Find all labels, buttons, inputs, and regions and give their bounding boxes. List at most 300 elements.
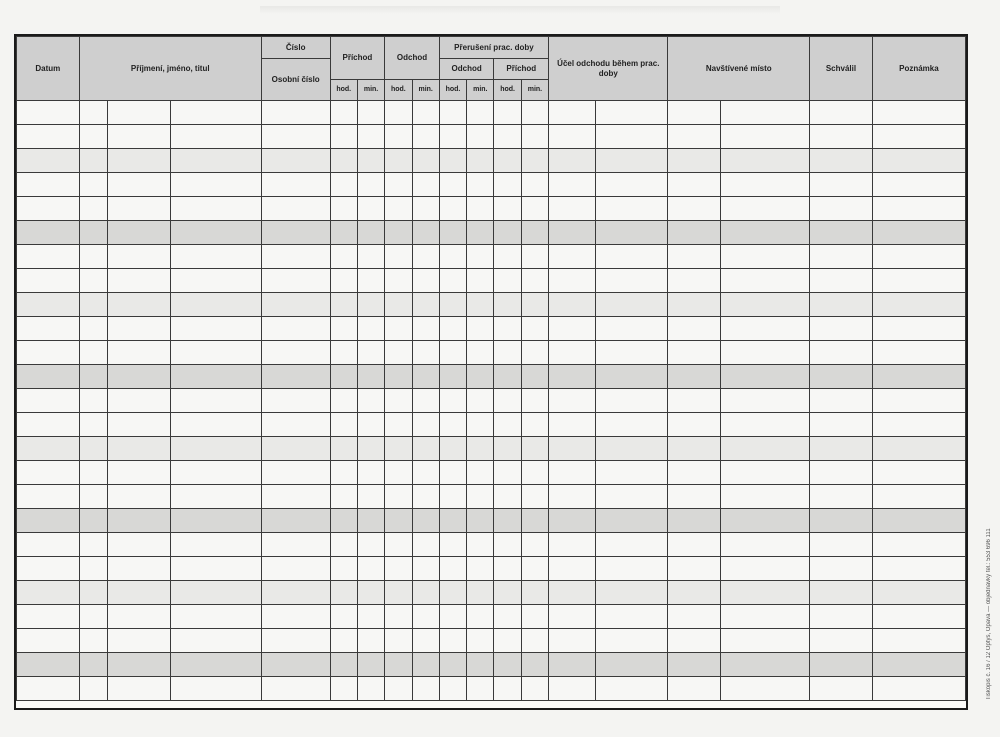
table-cell[interactable] xyxy=(521,485,548,509)
table-cell[interactable] xyxy=(170,605,261,629)
table-cell[interactable] xyxy=(412,341,439,365)
table-cell[interactable] xyxy=(385,221,412,245)
table-cell[interactable] xyxy=(810,245,873,269)
table-cell[interactable] xyxy=(494,365,521,389)
table-cell[interactable] xyxy=(439,221,466,245)
table-cell[interactable] xyxy=(439,125,466,149)
table-cell[interactable] xyxy=(668,245,721,269)
table-cell[interactable] xyxy=(549,197,596,221)
table-cell[interactable] xyxy=(170,317,261,341)
table-cell[interactable] xyxy=(872,509,965,533)
table-cell[interactable] xyxy=(721,509,810,533)
table-cell[interactable] xyxy=(872,653,965,677)
table-cell[interactable] xyxy=(385,437,412,461)
table-cell[interactable] xyxy=(79,533,107,557)
table-cell[interactable] xyxy=(872,605,965,629)
table-cell[interactable] xyxy=(385,125,412,149)
table-cell[interactable] xyxy=(521,317,548,341)
table-cell[interactable] xyxy=(357,101,384,125)
table-cell[interactable] xyxy=(170,197,261,221)
table-cell[interactable] xyxy=(170,581,261,605)
table-cell[interactable] xyxy=(721,653,810,677)
table-cell[interactable] xyxy=(549,437,596,461)
table-cell[interactable] xyxy=(810,149,873,173)
table-cell[interactable] xyxy=(549,533,596,557)
table-cell[interactable] xyxy=(810,173,873,197)
table-cell[interactable] xyxy=(549,557,596,581)
table-cell[interactable] xyxy=(412,581,439,605)
table-cell[interactable] xyxy=(412,221,439,245)
table-cell[interactable] xyxy=(79,197,107,221)
table-cell[interactable] xyxy=(549,509,596,533)
table-cell[interactable] xyxy=(108,581,171,605)
table-cell[interactable] xyxy=(357,653,384,677)
table-cell[interactable] xyxy=(357,581,384,605)
table-cell[interactable] xyxy=(668,173,721,197)
table-cell[interactable] xyxy=(261,389,330,413)
table-cell[interactable] xyxy=(17,677,80,701)
table-cell[interactable] xyxy=(17,653,80,677)
table-cell[interactable] xyxy=(549,677,596,701)
table-cell[interactable] xyxy=(79,389,107,413)
table-cell[interactable] xyxy=(810,509,873,533)
table-cell[interactable] xyxy=(810,629,873,653)
table-cell[interactable] xyxy=(721,629,810,653)
table-cell[interactable] xyxy=(170,293,261,317)
table-cell[interactable] xyxy=(330,197,357,221)
table-cell[interactable] xyxy=(261,245,330,269)
table-cell[interactable] xyxy=(385,653,412,677)
table-cell[interactable] xyxy=(595,461,668,485)
table-cell[interactable] xyxy=(261,149,330,173)
table-cell[interactable] xyxy=(17,317,80,341)
table-cell[interactable] xyxy=(494,485,521,509)
table-cell[interactable] xyxy=(17,437,80,461)
table-cell[interactable] xyxy=(261,509,330,533)
table-cell[interactable] xyxy=(467,509,494,533)
table-cell[interactable] xyxy=(357,413,384,437)
table-cell[interactable] xyxy=(17,461,80,485)
table-cell[interactable] xyxy=(17,149,80,173)
table-cell[interactable] xyxy=(549,221,596,245)
table-cell[interactable] xyxy=(261,413,330,437)
table-cell[interactable] xyxy=(721,557,810,581)
table-cell[interactable] xyxy=(330,389,357,413)
table-cell[interactable] xyxy=(595,557,668,581)
table-cell[interactable] xyxy=(668,557,721,581)
table-cell[interactable] xyxy=(170,653,261,677)
table-cell[interactable] xyxy=(17,197,80,221)
table-cell[interactable] xyxy=(467,581,494,605)
table-cell[interactable] xyxy=(872,125,965,149)
table-cell[interactable] xyxy=(494,269,521,293)
table-cell[interactable] xyxy=(79,413,107,437)
table-cell[interactable] xyxy=(439,581,466,605)
table-cell[interactable] xyxy=(17,629,80,653)
table-cell[interactable] xyxy=(17,365,80,389)
table-cell[interactable] xyxy=(721,101,810,125)
table-cell[interactable] xyxy=(872,485,965,509)
table-cell[interactable] xyxy=(668,197,721,221)
table-cell[interactable] xyxy=(721,581,810,605)
table-cell[interactable] xyxy=(872,221,965,245)
table-cell[interactable] xyxy=(721,293,810,317)
table-cell[interactable] xyxy=(261,197,330,221)
table-cell[interactable] xyxy=(412,413,439,437)
table-cell[interactable] xyxy=(170,485,261,509)
table-cell[interactable] xyxy=(595,221,668,245)
table-cell[interactable] xyxy=(595,365,668,389)
table-cell[interactable] xyxy=(330,269,357,293)
table-cell[interactable] xyxy=(357,221,384,245)
table-cell[interactable] xyxy=(357,461,384,485)
table-cell[interactable] xyxy=(494,605,521,629)
table-cell[interactable] xyxy=(170,533,261,557)
table-cell[interactable] xyxy=(108,221,171,245)
table-cell[interactable] xyxy=(595,125,668,149)
table-cell[interactable] xyxy=(439,509,466,533)
table-cell[interactable] xyxy=(521,389,548,413)
table-cell[interactable] xyxy=(412,389,439,413)
table-cell[interactable] xyxy=(385,605,412,629)
table-cell[interactable] xyxy=(108,533,171,557)
table-cell[interactable] xyxy=(330,509,357,533)
table-cell[interactable] xyxy=(872,317,965,341)
table-cell[interactable] xyxy=(872,629,965,653)
table-cell[interactable] xyxy=(357,173,384,197)
table-cell[interactable] xyxy=(17,293,80,317)
table-cell[interactable] xyxy=(521,557,548,581)
table-cell[interactable] xyxy=(521,677,548,701)
table-cell[interactable] xyxy=(17,533,80,557)
table-cell[interactable] xyxy=(108,605,171,629)
table-cell[interactable] xyxy=(79,221,107,245)
table-cell[interactable] xyxy=(385,365,412,389)
table-cell[interactable] xyxy=(467,173,494,197)
table-cell[interactable] xyxy=(549,365,596,389)
table-cell[interactable] xyxy=(330,557,357,581)
table-cell[interactable] xyxy=(17,581,80,605)
table-cell[interactable] xyxy=(467,293,494,317)
table-cell[interactable] xyxy=(357,245,384,269)
table-cell[interactable] xyxy=(17,341,80,365)
table-cell[interactable] xyxy=(170,557,261,581)
table-cell[interactable] xyxy=(521,533,548,557)
table-cell[interactable] xyxy=(385,533,412,557)
table-cell[interactable] xyxy=(261,341,330,365)
table-cell[interactable] xyxy=(261,461,330,485)
table-cell[interactable] xyxy=(357,125,384,149)
table-cell[interactable] xyxy=(595,173,668,197)
table-cell[interactable] xyxy=(17,125,80,149)
table-cell[interactable] xyxy=(108,677,171,701)
table-cell[interactable] xyxy=(79,149,107,173)
table-cell[interactable] xyxy=(494,677,521,701)
table-cell[interactable] xyxy=(108,245,171,269)
table-cell[interactable] xyxy=(668,653,721,677)
table-cell[interactable] xyxy=(549,389,596,413)
table-cell[interactable] xyxy=(261,677,330,701)
table-cell[interactable] xyxy=(385,341,412,365)
table-cell[interactable] xyxy=(721,197,810,221)
table-cell[interactable] xyxy=(721,389,810,413)
table-cell[interactable] xyxy=(17,485,80,509)
table-cell[interactable] xyxy=(170,437,261,461)
table-cell[interactable] xyxy=(810,653,873,677)
table-cell[interactable] xyxy=(412,485,439,509)
table-cell[interactable] xyxy=(330,341,357,365)
table-cell[interactable] xyxy=(521,101,548,125)
table-cell[interactable] xyxy=(330,245,357,269)
table-cell[interactable] xyxy=(170,413,261,437)
table-cell[interactable] xyxy=(385,293,412,317)
table-cell[interactable] xyxy=(412,437,439,461)
table-cell[interactable] xyxy=(108,557,171,581)
table-cell[interactable] xyxy=(261,221,330,245)
table-cell[interactable] xyxy=(810,269,873,293)
table-cell[interactable] xyxy=(79,557,107,581)
table-cell[interactable] xyxy=(79,653,107,677)
table-cell[interactable] xyxy=(668,413,721,437)
table-cell[interactable] xyxy=(467,653,494,677)
table-cell[interactable] xyxy=(412,293,439,317)
table-cell[interactable] xyxy=(108,629,171,653)
table-cell[interactable] xyxy=(330,173,357,197)
table-cell[interactable] xyxy=(467,101,494,125)
table-cell[interactable] xyxy=(595,677,668,701)
table-cell[interactable] xyxy=(357,197,384,221)
table-cell[interactable] xyxy=(494,125,521,149)
table-cell[interactable] xyxy=(261,173,330,197)
table-cell[interactable] xyxy=(170,389,261,413)
table-cell[interactable] xyxy=(385,461,412,485)
table-cell[interactable] xyxy=(595,533,668,557)
table-cell[interactable] xyxy=(357,629,384,653)
table-cell[interactable] xyxy=(721,149,810,173)
table-cell[interactable] xyxy=(595,509,668,533)
table-cell[interactable] xyxy=(412,197,439,221)
table-cell[interactable] xyxy=(170,221,261,245)
table-cell[interactable] xyxy=(467,413,494,437)
table-cell[interactable] xyxy=(521,269,548,293)
table-cell[interactable] xyxy=(357,389,384,413)
table-cell[interactable] xyxy=(439,245,466,269)
table-cell[interactable] xyxy=(439,149,466,173)
table-cell[interactable] xyxy=(467,245,494,269)
table-cell[interactable] xyxy=(385,269,412,293)
table-cell[interactable] xyxy=(385,629,412,653)
table-cell[interactable] xyxy=(108,413,171,437)
table-cell[interactable] xyxy=(494,437,521,461)
table-cell[interactable] xyxy=(810,365,873,389)
table-cell[interactable] xyxy=(595,101,668,125)
table-cell[interactable] xyxy=(467,605,494,629)
table-cell[interactable] xyxy=(412,269,439,293)
table-cell[interactable] xyxy=(385,485,412,509)
table-cell[interactable] xyxy=(668,605,721,629)
table-cell[interactable] xyxy=(170,245,261,269)
table-cell[interactable] xyxy=(810,125,873,149)
table-cell[interactable] xyxy=(439,317,466,341)
table-cell[interactable] xyxy=(467,437,494,461)
table-cell[interactable] xyxy=(357,485,384,509)
table-cell[interactable] xyxy=(412,125,439,149)
table-cell[interactable] xyxy=(330,533,357,557)
table-cell[interactable] xyxy=(17,605,80,629)
table-cell[interactable] xyxy=(467,461,494,485)
table-cell[interactable] xyxy=(467,197,494,221)
table-cell[interactable] xyxy=(330,365,357,389)
table-cell[interactable] xyxy=(357,437,384,461)
table-cell[interactable] xyxy=(494,173,521,197)
table-cell[interactable] xyxy=(872,557,965,581)
table-cell[interactable] xyxy=(467,317,494,341)
table-cell[interactable] xyxy=(357,509,384,533)
table-cell[interactable] xyxy=(261,557,330,581)
table-cell[interactable] xyxy=(357,269,384,293)
table-cell[interactable] xyxy=(494,221,521,245)
table-cell[interactable] xyxy=(549,149,596,173)
table-cell[interactable] xyxy=(521,605,548,629)
table-cell[interactable] xyxy=(108,485,171,509)
table-cell[interactable] xyxy=(521,197,548,221)
table-cell[interactable] xyxy=(521,509,548,533)
table-cell[interactable] xyxy=(330,461,357,485)
table-cell[interactable] xyxy=(439,341,466,365)
table-cell[interactable] xyxy=(595,245,668,269)
table-cell[interactable] xyxy=(549,173,596,197)
table-cell[interactable] xyxy=(521,581,548,605)
table-cell[interactable] xyxy=(467,269,494,293)
table-cell[interactable] xyxy=(521,293,548,317)
table-cell[interactable] xyxy=(439,389,466,413)
table-cell[interactable] xyxy=(439,101,466,125)
table-cell[interactable] xyxy=(549,461,596,485)
table-cell[interactable] xyxy=(17,269,80,293)
table-cell[interactable] xyxy=(721,677,810,701)
table-cell[interactable] xyxy=(467,149,494,173)
table-cell[interactable] xyxy=(412,365,439,389)
table-cell[interactable] xyxy=(17,245,80,269)
table-cell[interactable] xyxy=(385,413,412,437)
table-cell[interactable] xyxy=(595,197,668,221)
table-cell[interactable] xyxy=(668,629,721,653)
table-cell[interactable] xyxy=(467,533,494,557)
table-cell[interactable] xyxy=(595,653,668,677)
table-cell[interactable] xyxy=(108,197,171,221)
table-cell[interactable] xyxy=(549,629,596,653)
table-cell[interactable] xyxy=(494,317,521,341)
table-cell[interactable] xyxy=(17,509,80,533)
table-cell[interactable] xyxy=(595,605,668,629)
table-cell[interactable] xyxy=(170,173,261,197)
table-cell[interactable] xyxy=(108,101,171,125)
table-cell[interactable] xyxy=(439,677,466,701)
table-cell[interactable] xyxy=(261,437,330,461)
table-cell[interactable] xyxy=(330,317,357,341)
table-cell[interactable] xyxy=(721,413,810,437)
table-cell[interactable] xyxy=(872,245,965,269)
table-cell[interactable] xyxy=(385,149,412,173)
table-cell[interactable] xyxy=(810,461,873,485)
table-cell[interactable] xyxy=(412,317,439,341)
table-cell[interactable] xyxy=(79,485,107,509)
table-cell[interactable] xyxy=(521,125,548,149)
table-cell[interactable] xyxy=(721,317,810,341)
table-cell[interactable] xyxy=(668,221,721,245)
table-cell[interactable] xyxy=(17,413,80,437)
table-cell[interactable] xyxy=(17,557,80,581)
table-cell[interactable] xyxy=(810,293,873,317)
table-cell[interactable] xyxy=(494,509,521,533)
table-cell[interactable] xyxy=(810,581,873,605)
table-cell[interactable] xyxy=(330,437,357,461)
table-cell[interactable] xyxy=(357,293,384,317)
table-cell[interactable] xyxy=(549,605,596,629)
table-cell[interactable] xyxy=(810,605,873,629)
table-cell[interactable] xyxy=(79,341,107,365)
table-cell[interactable] xyxy=(668,269,721,293)
table-cell[interactable] xyxy=(79,437,107,461)
table-cell[interactable] xyxy=(872,581,965,605)
table-cell[interactable] xyxy=(494,653,521,677)
table-cell[interactable] xyxy=(810,677,873,701)
table-cell[interactable] xyxy=(170,101,261,125)
table-cell[interactable] xyxy=(549,581,596,605)
table-cell[interactable] xyxy=(494,389,521,413)
table-cell[interactable] xyxy=(439,269,466,293)
table-cell[interactable] xyxy=(439,557,466,581)
table-cell[interactable] xyxy=(170,509,261,533)
table-cell[interactable] xyxy=(595,149,668,173)
table-cell[interactable] xyxy=(439,533,466,557)
table-cell[interactable] xyxy=(668,101,721,125)
table-cell[interactable] xyxy=(521,341,548,365)
table-cell[interactable] xyxy=(412,101,439,125)
table-cell[interactable] xyxy=(810,389,873,413)
table-cell[interactable] xyxy=(108,509,171,533)
table-cell[interactable] xyxy=(872,269,965,293)
table-cell[interactable] xyxy=(108,317,171,341)
table-cell[interactable] xyxy=(330,149,357,173)
table-cell[interactable] xyxy=(810,197,873,221)
table-cell[interactable] xyxy=(330,653,357,677)
table-cell[interactable] xyxy=(357,605,384,629)
table-cell[interactable] xyxy=(494,245,521,269)
table-cell[interactable] xyxy=(330,581,357,605)
table-cell[interactable] xyxy=(810,101,873,125)
table-cell[interactable] xyxy=(108,173,171,197)
table-cell[interactable] xyxy=(872,413,965,437)
table-cell[interactable] xyxy=(17,173,80,197)
table-cell[interactable] xyxy=(549,293,596,317)
table-cell[interactable] xyxy=(330,677,357,701)
table-cell[interactable] xyxy=(549,317,596,341)
table-cell[interactable] xyxy=(467,629,494,653)
table-cell[interactable] xyxy=(494,293,521,317)
table-cell[interactable] xyxy=(108,149,171,173)
table-cell[interactable] xyxy=(79,677,107,701)
table-cell[interactable] xyxy=(872,461,965,485)
table-cell[interactable] xyxy=(170,461,261,485)
table-cell[interactable] xyxy=(494,341,521,365)
table-cell[interactable] xyxy=(721,533,810,557)
table-cell[interactable] xyxy=(595,389,668,413)
table-cell[interactable] xyxy=(467,677,494,701)
table-cell[interactable] xyxy=(412,461,439,485)
table-cell[interactable] xyxy=(668,149,721,173)
table-cell[interactable] xyxy=(872,173,965,197)
